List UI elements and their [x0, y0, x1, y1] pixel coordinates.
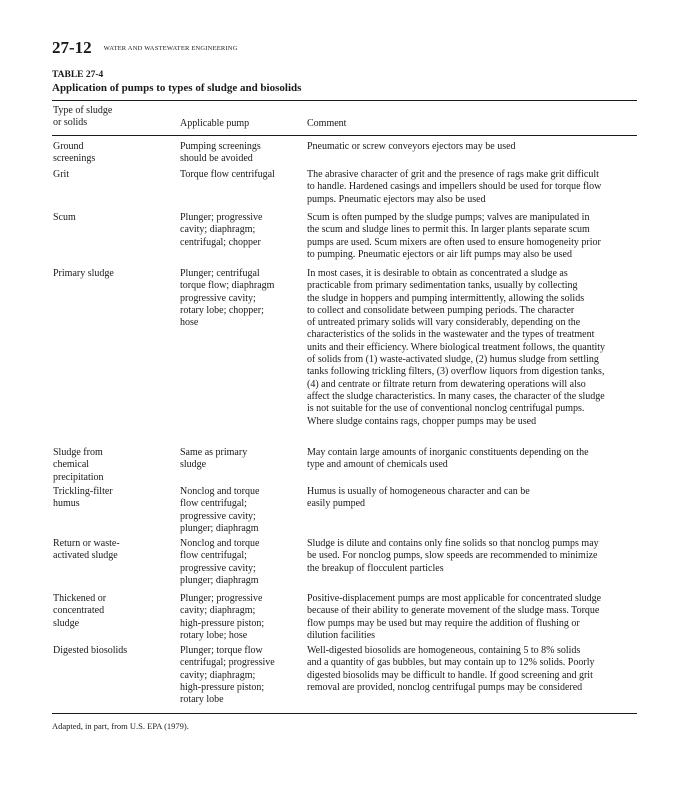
row-activated-sludge-comment: Sludge is dilute and contains only fine solids so that nonclog pumps may be used. For nonclog pumps, slow speeds are recommended to minimize the breakup of flocculent particles: [307, 538, 599, 574]
table-top-rule: [52, 100, 637, 101]
row-trickling-filter-type: Trickling-filter humus: [53, 486, 113, 510]
row-ground-screenings-pump: Pumping screenings should be avoided: [180, 141, 261, 165]
row-primary-sludge-pump: Plunger; centrifugal torque flow; diaphragm progressive cavity; rotary lobe; chopper; hose: [180, 268, 275, 329]
row-thickened-sludge-type: Thickened or concentrated sludge: [53, 593, 107, 629]
row-digested-biosolids-pump: Plunger; torque flow centrifugal; progressive cavity; diaphragm; high-pressure piston; rotary lobe: [180, 645, 275, 706]
table-label: TABLE 27-4: [52, 70, 104, 80]
row-chemical-precipitation-type: Sludge from chemical precipitation: [53, 447, 104, 483]
row-thickened-sludge-pump: Plunger; progressive cavity; diaphragm; high-pressure piston; rotary lobe; hose: [180, 593, 265, 641]
table-header-rule: [52, 135, 637, 136]
column-header-type: Type of sludge or solids: [53, 105, 113, 129]
row-primary-sludge-comment: In most cases, it is desirable to obtain as concentrated a sludge as practicable from primary sedimentation tanks, usually by collecting the sludge in hoppers and pumping intermittently, allowing the solids to collect and consolidate between pumping periods. The character of untreated primary solids will vary considerably, depending on the characteristics of the solids in the wastewater and the types of treatment units and their efficiency. Where biological treatment follows, the quantity of solids from (1) waste-activated sludge, (2) humus sludge from settling tanks following trickling filters, (3) overflow liquors from digestion tanks, (4) and centrate or filtrate return from dewatering operations will also affect the sludge characteristics. In many cases, the character of the sludge is not suitable for the use of conventional nonclog centrifugal pumps. Where sludge contains rags, chopper pumps may be used: [307, 268, 606, 427]
row-trickling-filter-pump: Nonclog and torque flow centrifugal; progressive cavity; plunger; diaphragm: [180, 486, 260, 534]
table-footnote: Adapted, in part, from U.S. EPA (1979).: [52, 721, 189, 731]
row-primary-sludge-type: Primary sludge: [53, 268, 114, 279]
row-thickened-sludge-comment: Positive-displacement pumps are most applicable for concentrated sludge because of their ability to generate movement of the sludge mass. Torque flow pumps may be used but may require the addition of flushing or dilution facilities: [307, 593, 602, 641]
table-title: Application of pumps to types of sludge and biosolids: [52, 82, 302, 94]
row-scum-comment: Scum is often pumped by the sludge pumps; valves are manipulated in the scum and sludge lines to permit this. In larger plants separate scum pumps are used. Scum mixers are often used to ensure homogeneity prior to pumping. Pneumatic ejectors or air lift pumps may also be used: [307, 212, 601, 260]
column-header-pump: Applicable pump: [180, 118, 250, 129]
row-digested-biosolids-comment: Well-digested biosolids are homogeneous, containing 5 to 8% solids and a quantity of gas bubbles, but may contain up to 12% solids. Poorly digested biosolids may be difficult to handle. If good screening and grit removal are provided, nonclog centrifugal pumps may be considered: [307, 645, 595, 693]
row-chemical-precipitation-pump: Same as primary sludge: [180, 447, 248, 471]
row-trickling-filter-comment: Humus is usually of homogeneous character and can be easily pumped: [307, 486, 530, 510]
row-chemical-precipitation-comment: May contain large amounts of inorganic constituents depending on the type and amount of chemicals used: [307, 447, 589, 471]
row-activated-sludge-type: Return or waste- activated sludge: [53, 538, 120, 562]
row-grit-pump: Torque flow centrifugal: [180, 169, 275, 180]
page-number: 27-12: [52, 38, 92, 57]
page-header: [52, 38, 238, 58]
row-activated-sludge-pump: Nonclog and torque flow centrifugal; progressive cavity; plunger; diaphragm: [180, 538, 260, 586]
table-bottom-rule: [52, 713, 637, 714]
column-header-comment: Comment: [307, 118, 347, 129]
row-scum-type: Scum: [53, 212, 76, 223]
row-grit-type: Grit: [53, 169, 70, 180]
row-ground-screenings-comment: Pneumatic or screw conveyors ejectors may be used: [307, 141, 516, 152]
row-ground-screenings-type: Ground screenings: [53, 141, 96, 165]
row-scum-pump: Plunger; progressive cavity; diaphragm; centrifugal; chopper: [180, 212, 263, 248]
running-head: WATER AND WASTEWATER ENGINEERING: [103, 45, 238, 52]
row-digested-biosolids-type: Digested biosolids: [53, 645, 128, 656]
row-grit-comment: The abrasive character of grit and the presence of rags make grit difficult to handle. Hardened casings and impellers should be used for torque flow pumps. Pneumatic ejectors may also be used: [307, 169, 602, 205]
